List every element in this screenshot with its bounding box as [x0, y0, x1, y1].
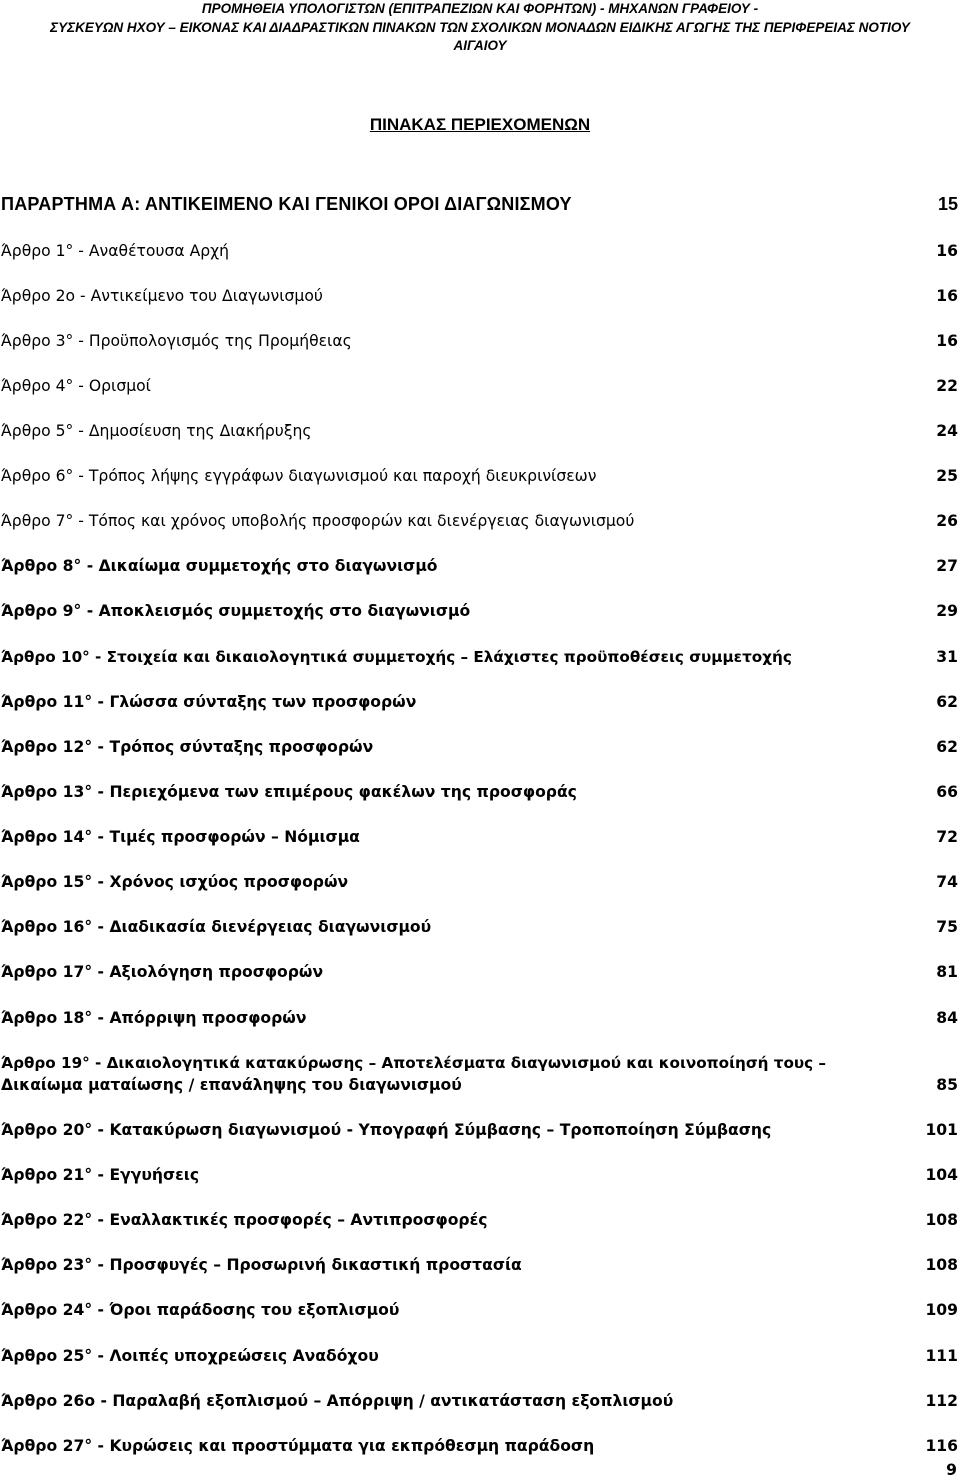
toc-entry-text-continued: Δικαίωμα ματαίωσης / επανάληψης του διαγωνισμού — [1, 1076, 462, 1094]
toc-entry-text: Άρθρο 17° - Αξιολόγηση προσφορών — [1, 963, 324, 981]
toc-title: ΠΙΝΑΚΑΣ ΠΕΡΙΕΧΟΜΕΝΩΝ — [369, 115, 591, 134]
toc-entry-page: 29 — [936, 602, 958, 620]
toc-entry-page: 81 — [936, 963, 958, 981]
header-line-3: ΑΙΓΑΙΟΥ — [453, 38, 507, 53]
toc-entry-text: Άρθρο 15° - Χρόνος ισχύος προσφορών — [1, 873, 349, 891]
toc-entry-text: Άρθρο 13° - Περιεχόμενα των επιμέρους φακέλων της προσφοράς — [1, 783, 577, 801]
toc-entry-page: 24 — [936, 422, 958, 440]
toc-entry-page: 72 — [936, 828, 958, 846]
toc-entry-page: 85 — [936, 1076, 958, 1094]
toc-entry-text: Άρθρο 6° - Τρόπος λήψης εγγράφων διαγωνισμού και παροχή διευκρινίσεων — [1, 467, 597, 485]
toc-entry-text: Άρθρο 25° - Λοιπές υποχρεώσεις Αναδόχου — [1, 1347, 379, 1365]
toc-entry-text: Άρθρο 10° - Στοιχεία και δικαιολογητικά συμμετοχής – Ελάχιστες προϋποθέσεις συμμετοχής — [1, 648, 792, 666]
header-line-1: ΠΡΟΜΗΘΕΙΑ ΥΠΟΛΟΓΙΣΤΩΝ (ΕΠΙΤΡΑΠΕΖΙΩΝ ΚΑΙ ΦΟΡΗΤΩΝ) - ΜΗΧΑΝΩΝ ΓΡΑΦΕΙΟΥ - — [201, 1, 759, 16]
toc-entry-page: 25 — [936, 467, 958, 485]
toc-entry-text: Άρθρο 16° - Διαδικασία διενέργειας διαγωνισμού — [1, 918, 432, 936]
toc-entry-page: 109 — [925, 1301, 958, 1319]
toc-entry-text: Άρθρο 20° - Κατακύρωση διαγωνισμού - Υπογραφή Σύμβασης – Τροποποίηση Σύμβασης — [1, 1121, 772, 1139]
toc-entry-page: 108 — [925, 1211, 958, 1229]
toc-entry-page: 16 — [936, 242, 958, 260]
toc-entry-page: 22 — [936, 377, 958, 395]
toc-entry-page: 108 — [925, 1256, 958, 1274]
toc-entry-text: Άρθρο 18° - Απόρριψη προσφορών — [1, 1009, 307, 1027]
toc-entry-page: 84 — [936, 1009, 958, 1027]
toc-entry-page: 116 — [925, 1437, 958, 1455]
page-number: 9 — [946, 1461, 957, 1479]
toc-entry-page: 15 — [937, 194, 958, 214]
toc-entry-page: 62 — [936, 693, 958, 711]
toc-entry-page: 26 — [936, 512, 958, 530]
header-line-2: ΣΥΣΚΕΥΩΝ ΗΧΟΥ – ΕΙΚΟΝΑΣ ΚΑΙ ΔΙΑΔΡΑΣΤΙΚΩΝ ΠΙΝΑΚΩΝ ΤΩΝ ΣΧΟΛΙΚΩΝ ΜΟΝΑΔΩΝ ΕΙΔΙΚΗΣ ΑΓΩΓΗΣ ΤΗΣ ΠΕΡΙΦΕΡΕΙΑΣ ΝΟΤΙΟΥ — [50, 19, 910, 35]
toc-entry-text: Άρθρο 4° - Ορισμοί — [1, 377, 151, 395]
toc-entry-page: 31 — [936, 648, 958, 666]
toc-entry-text: Άρθρο 24° - Όροι παράδοσης του εξοπλισμού — [1, 1301, 400, 1319]
toc-entry-text: Άρθρο 8° - Δικαίωμα συμμετοχής στο διαγωνισμό — [1, 557, 438, 575]
toc-entry-text: Άρθρο 21° - Εγγυήσεις — [1, 1166, 200, 1184]
document-header — [0, 0, 960, 56]
toc-entry-page: 16 — [936, 287, 958, 305]
toc-entry-page: 112 — [925, 1392, 958, 1410]
toc-entry-text: Άρθρο 22° - Εναλλακτικές προσφορές – Αντιπροσφορές — [1, 1211, 488, 1229]
toc-entry-text: Άρθρο 23° - Προσφυγές – Προσωρινή δικαστική προστασία — [1, 1256, 522, 1274]
toc-entry-text: Άρθρο 27° - Κυρώσεις και προστύμματα για εκπρόθεσμη παράδοση — [1, 1437, 595, 1455]
toc-entry-page: 16 — [936, 332, 958, 350]
toc-entry-text: Άρθρο 3° - Προϋπολογισμός της Προμήθειας — [1, 332, 352, 350]
toc-entry-page: 27 — [936, 557, 958, 575]
toc-entry-page: 104 — [925, 1166, 958, 1184]
toc-entry-text: Άρθρο 9° - Αποκλεισμός συμμετοχής στο διαγωνισμό — [1, 602, 471, 620]
toc-entry-text: Άρθρο 14° - Τιμές προσφορών – Νόμισμα — [1, 828, 360, 846]
toc-entry-text: Άρθρο 12° - Τρόπος σύνταξης προσφορών — [1, 738, 374, 756]
toc-entry-page: 66 — [936, 783, 958, 801]
toc-entry-page: 111 — [925, 1347, 958, 1365]
toc-entry-text: Άρθρο 2ο - Αντικείμενο του Διαγωνισμού — [1, 287, 323, 305]
toc-entry-text: Άρθρο 26ο - Παραλαβή εξοπλισμού – Απόρριψη / αντικατάσταση εξοπλισμού — [1, 1392, 674, 1410]
toc-entry-page: 75 — [936, 918, 958, 936]
toc-entry-text: Άρθρο 19° - Δικαιολογητικά κατακύρωσης – Αποτελέσματα διαγωνισμού και κοινοποίησή τους – — [1, 1054, 827, 1072]
toc-entry-text: Άρθρο 11° - Γλώσσα σύνταξης των προσφορών — [1, 693, 417, 711]
toc-entry-page: 62 — [936, 738, 958, 756]
toc-entry-text: Άρθρο 7° - Τόπος και χρόνος υποβολής προσφορών και διενέργειας διαγωνισμού — [1, 512, 635, 530]
toc-entry-text: Άρθρο 5° - Δημοσίευση της Διακήρυξης — [1, 422, 312, 440]
toc-entry-text: ΠΑΡΑΡΤΗΜΑ Α: ΑΝΤΙΚΕΙΜΕΝΟ ΚΑΙ ΓΕΝΙΚΟΙ ΟΡΟΙ ΔΙΑΓΩΝΙΣΜΟΥ — [1, 194, 572, 214]
toc-entry-page: 74 — [936, 873, 958, 891]
toc-entry-text: Άρθρο 1° - Αναθέτουσα Αρχή — [1, 242, 230, 260]
toc-entry-page: 101 — [925, 1121, 958, 1139]
